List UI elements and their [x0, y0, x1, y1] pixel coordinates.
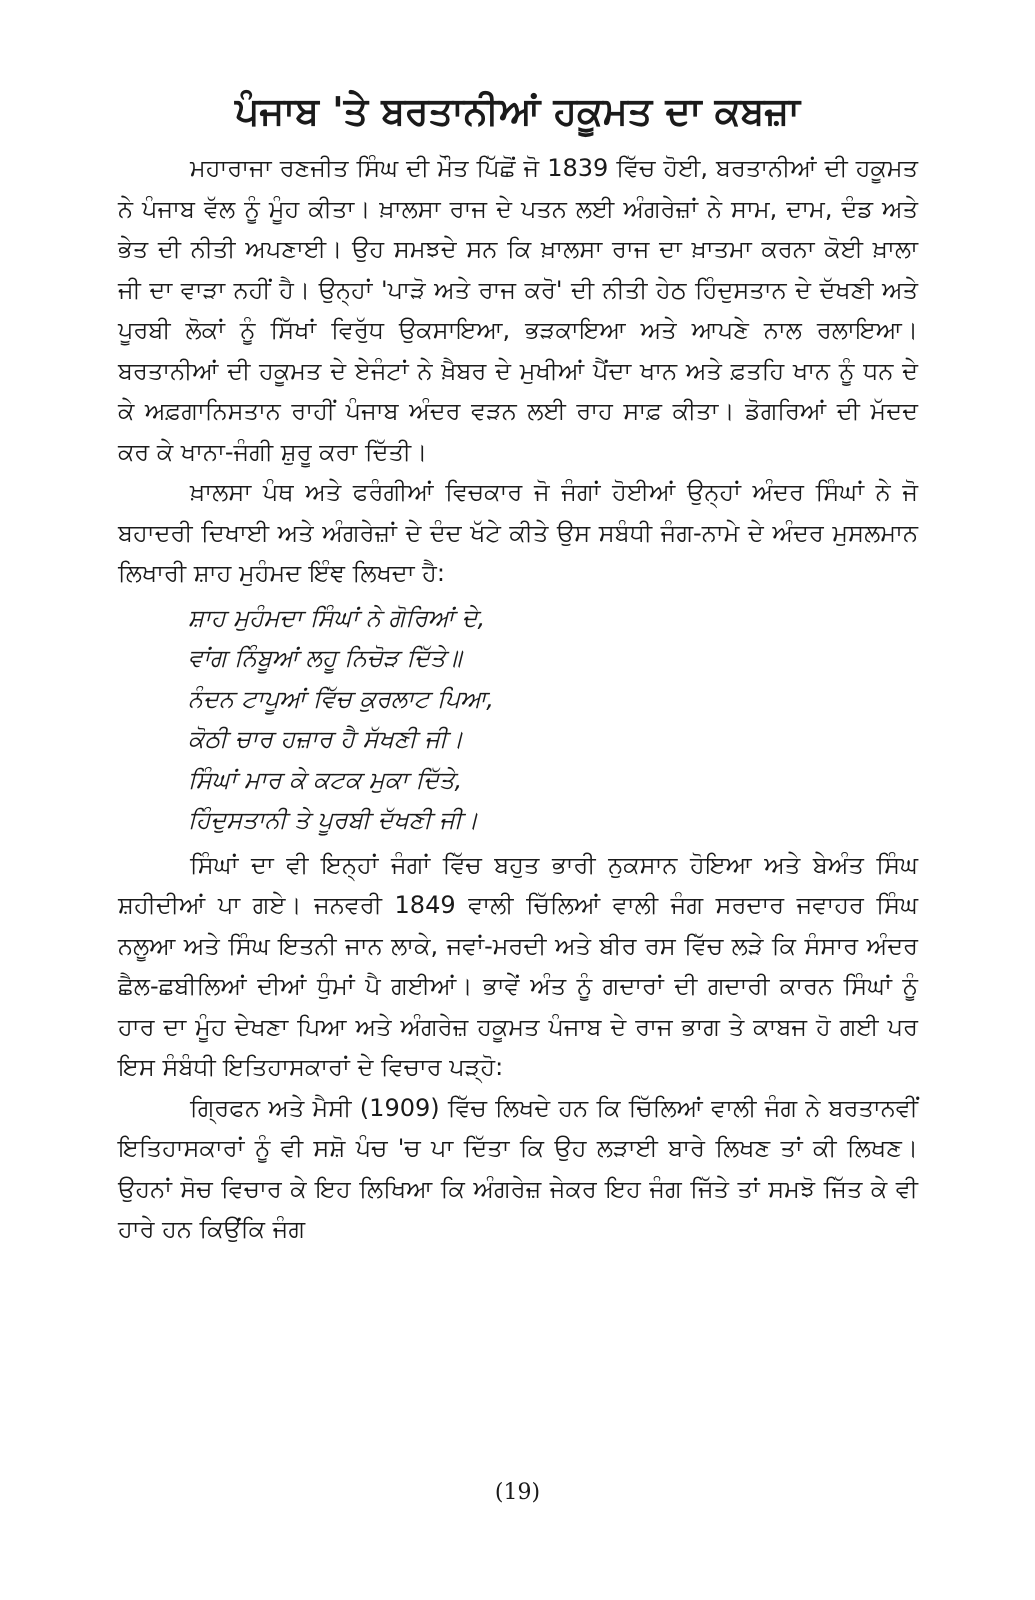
paragraph-4: ਗ੍ਰਿਫਨ ਅਤੇ ਮੈਸੀ (1909) ਵਿੱਚ ਲਿਖਦੇ ਹਨ ਕਿ ਚਿੱਲਿਆਂ ਵਾਲੀ ਜੰਗ ਨੇ ਬਰਤਾਨਵੀਂ ਇਤਿਹਾਸਕਾਰਾਂ ਨੂੰ ਵੀ ਸਸ਼ੋ ਪੰਚ 'ਚ ਪਾ ਦਿੱਤਾ ਕਿ ਉਹ ਲੜਾਈ ਬਾਰੇ ਲਿਖਣ ਤਾਂ ਕੀ ਲਿਖਣ। ਉਹਨਾਂ ਸੋਚ ਵਿਚਾਰ ਕੇ ਇਹ ਲਿਖਿਆ ਕਿ ਅੰਗਰੇਜ਼ ਜੇਕਰ ਇਹ ਜੰਗ ਜਿੱਤੇ ਤਾਂ ਸਮਝੋ ਜਿੱਤ ਕੇ ਵੀ ਹਾਰੇ ਹਨ ਕਿਉਂਕਿ ਜੰਗ — [118, 1093, 918, 1243]
body-text — [118, 148, 918, 1250]
page-number: (19) — [494, 1480, 541, 1505]
paragraph-3: ਸਿੰਘਾਂ ਦਾ ਵੀ ਇਨ੍ਹਾਂ ਜੰਗਾਂ ਵਿੱਚ ਬਹੁਤ ਭਾਰੀ ਨੁਕਸਾਨ ਹੋਇਆ ਅਤੇ ਬੇਅੰਤ ਸਿੰਘ ਸ਼ਹੀਦੀਆਂ ਪਾ ਗਏ। ਜਨਵਰੀ 1849 ਵਾਲੀ ਚਿੱਲਿਆਂ ਵਾਲੀ ਜੰਗ ਸਰਦਾਰ ਜਵਾਹਰ ਸਿੰਘ ਨਲੂਆ ਅਤੇ ਸਿੰਘ ਇਤਨੀ ਜਾਨ ਲਾਕੇ, ਜਵਾਂ-ਮਰਦੀ ਅਤੇ ਬੀਰ ਰਸ ਵਿੱਚ ਲੜੇ ਕਿ ਸੰਸਾਰ ਅੰਦਰ ਛੈਲ-ਛਬੀਲਿਆਂ ਦੀਆਂ ਧੁੰਮਾਂ ਪੈ ਗਈਆਂ। ਭਾਵੇਂ ਅੰਤ ਨੂੰ ਗਦਾਰਾਂ ਦੀ ਗਦਾਰੀ ਕਾਰਨ ਸਿੰਘਾਂ ਨੂੰ ਹਾਰ ਦਾ ਮੂੰਹ ਦੇਖਣਾ ਪਿਆ ਅਤੇ ਅੰਗਰੇਜ਼ ਹਕੂਮਤ ਪੰਜਾਬ ਦੇ ਰਾਜ ਭਾਗ ਤੇ ਕਾਬਜ ਹੋ ਗਈ ਪਰ ਇਸ ਸੰਬੰਧੀ ਇਤਿਹਾਸਕਾਰਾਂ ਦੇ ਵਿਚਾਰ ਪੜ੍ਹੋ: — [118, 850, 918, 1081]
verse-line-6: ਹਿੰਦੁਸਤਾਨੀ ਤੇ ਪੂਰਬੀ ਦੱਖਣੀ ਜੀ। — [188, 806, 479, 834]
verse-line-3: ਨੰਦਨ ਟਾਪੂਆਂ ਵਿੱਚ ਕੁਰਲਾਟ ਪਿਆ, — [188, 684, 494, 713]
page-title: ਪੰਜਾਬ 'ਤੇ ਬਰਤਾਨੀਆਂ ਹਕੂਮਤ ਦਾ ਕਬਜ਼ਾ — [235, 89, 800, 133]
poem-verse — [188, 598, 918, 841]
verse-line-2: ਵਾਂਗ ਨਿੰਬੂਆਂ ਲਹੂ ਨਿਚੋੜ ਦਿੱਤੇ॥ — [188, 644, 462, 672]
verse-line-4: ਕੋਠੀ ਚਾਰ ਹਜ਼ਾਰ ਹੈ ਸੱਖਣੀ ਜੀ। — [188, 725, 464, 753]
verse-line-1: ਸ਼ਾਹ ਮੁਹੰਮਦਾ ਸਿੰਘਾਂ ਨੇ ਗੋਰਿਆਂ ਦੇ, — [188, 603, 486, 632]
paragraph-2: ਖ਼ਾਲਸਾ ਪੰਥ ਅਤੇ ਫਰੰਗੀਆਂ ਵਿਚਕਾਰ ਜੋ ਜੰਗਾਂ ਹੋਈਆਂ ਉਨ੍ਹਾਂ ਅੰਦਰ ਸਿੰਘਾਂ ਨੇ ਜੋ ਬਹਾਦਰੀ ਦਿਖਾਈ ਅਤੇ ਅੰਗਰੇਜ਼ਾਂ ਦੇ ਦੰਦ ਖੱਟੇ ਕੀਤੇ ਉਸ ਸਬੰਧੀ ਜੰਗ-ਨਾਮੇ ਦੇ ਅੰਦਰ ਮੁਸਲਮਾਨ ਲਿਖਾਰੀ ਸ਼ਾਹ ਮੁਹੰਮਦ ਇੰਞ ਲਿਖਦਾ ਹੈ: — [118, 478, 918, 587]
paragraph-1: ਮਹਾਰਾਜਾ ਰਣਜੀਤ ਸਿੰਘ ਦੀ ਮੌਤ ਪਿੱਛੋਂ ਜੋ 1839 ਵਿੱਚ ਹੋਈ, ਬਰਤਾਨੀਆਂ ਦੀ ਹਕੂਮਤ ਨੇ ਪੰਜਾਬ ਵੱਲ ਨੂੰ ਮੂੰਹ ਕੀਤਾ। ਖ਼ਾਲਸਾ ਰਾਜ ਦੇ ਪਤਨ ਲਈ ਅੰਗਰੇਜ਼ਾਂ ਨੇ ਸਾਮ, ਦਾਮ, ਦੰਡ ਅਤੇ ਭੇਤ ਦੀ ਨੀਤੀ ਅਪਣਾਈ। ਉਹ ਸਮਝਦੇ ਸਨ ਕਿ ਖ਼ਾਲਸਾ ਰਾਜ ਦਾ ਖ਼ਾਤਮਾ ਕਰਨਾ ਕੋਈ ਖ਼ਾਲਾ ਜੀ ਦਾ ਵਾੜਾ ਨਹੀਂ ਹੈ। ਉਨ੍ਹਾਂ 'ਪਾੜੋ ਅਤੇ ਰਾਜ ਕਰੋ' ਦੀ ਨੀਤੀ ਹੇਠ ਹਿੰਦੁਸਤਾਨ ਦੇ ਦੱਖਣੀ ਅਤੇ ਪੂਰਬੀ ਲੋਕਾਂ ਨੂੰ ਸਿੱਖਾਂ ਵਿਰੁੱਧ ਉਕਸਾਇਆ, ਭੜਕਾਇਆ ਅਤੇ ਆਪਣੇ ਨਾਲ ਰਲਾਇਆ। ਬਰਤਾਨੀਆਂ ਦੀ ਹਕੂਮਤ ਦੇ ਏਜੰਟਾਂ ਨੇ ਖ਼ੈਬਰ ਦੇ ਮੁਖੀਆਂ ਪੈਂਦਾ ਖਾਨ ਅਤੇ ਫ਼ਤਹਿ ਖਾਨ ਨੂੰ ਧਨ ਦੇ ਕੇ ਅਫ਼ਗਾਨਿਸਤਾਨ ਰਾਹੀਂ ਪੰਜਾਬ ਅੰਦਰ ਵੜਨ ਲਈ ਰਾਹ ਸਾਫ਼ ਕੀਤਾ। ਡੋਗਰਿਆਂ ਦੀ ਮੱਦਦ ਕਰ ਕੇ ਖਾਨਾ-ਜੰਗੀ ਸ਼ੁਰੂ ਕਰਾ ਦਿੱਤੀ। — [118, 154, 918, 466]
verse-line-5: ਸਿੰਘਾਂ ਮਾਰ ਕੇ ਕਟਕ ਮੁਕਾ ਦਿੱਤੇ, — [188, 765, 463, 794]
